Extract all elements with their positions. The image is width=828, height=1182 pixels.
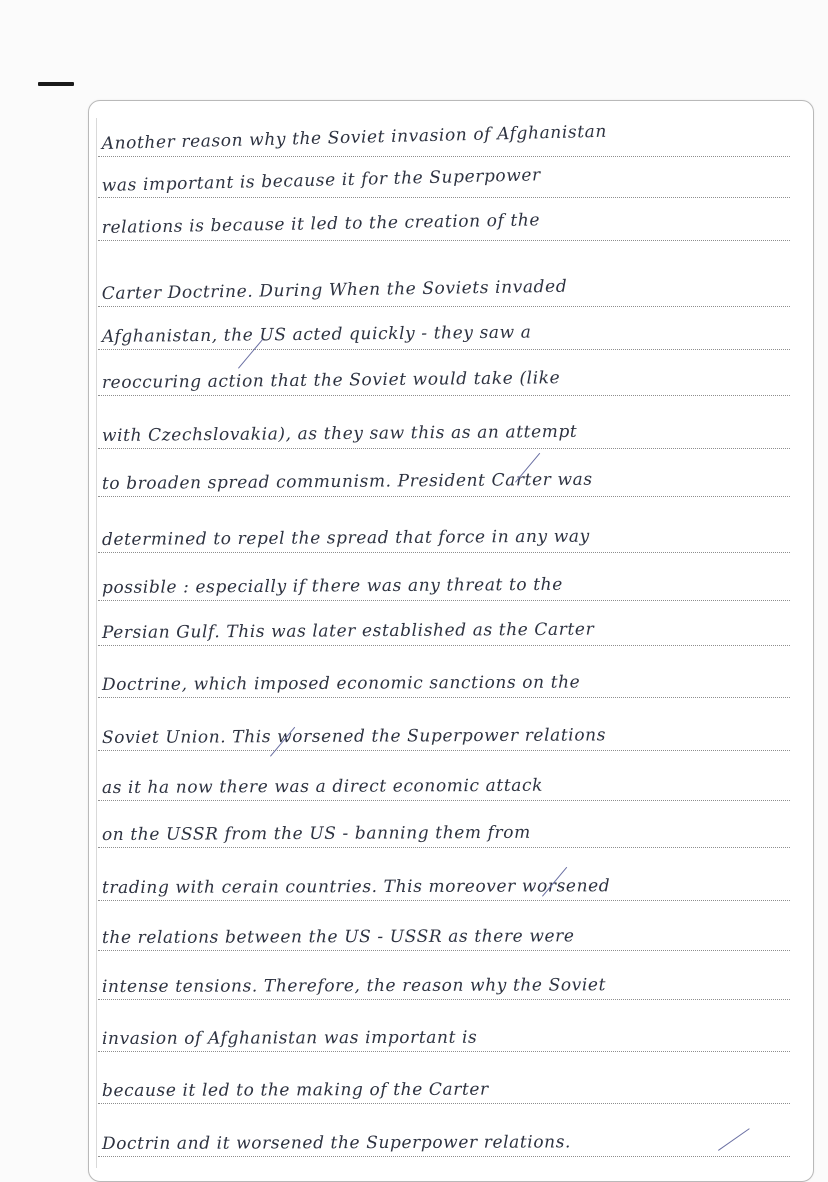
essay-line-6: reoccuring action that the Soviet would take (like xyxy=(101,368,561,393)
ruled-line xyxy=(98,240,790,241)
essay-line-8: to broaden spread communism. President Carter was xyxy=(101,469,593,494)
ruled-line xyxy=(98,552,790,553)
essay-line-10: possible : especially if there was any threat to the xyxy=(101,574,563,598)
ruled-line xyxy=(98,750,790,751)
ruled-line xyxy=(98,395,790,396)
essay-line-13: Soviet Union. This worsened the Superpower relations xyxy=(101,725,607,748)
essay-line-12: Doctrine, which imposed economic sanctions on the xyxy=(101,672,581,695)
essay-line-11: Persian Gulf. This was later established as the Carter xyxy=(101,619,595,643)
ruled-line xyxy=(98,697,790,698)
essay-line-18: intense tensions. Therefore, the reason why the Soviet xyxy=(101,975,607,997)
ruled-line xyxy=(98,600,790,601)
essay-line-14: as it ha now there was a direct economic attack xyxy=(101,775,544,798)
essay-line-16: trading with cerain countries. This moreover worsened xyxy=(101,876,611,898)
ruled-line xyxy=(98,645,790,646)
essay-line-2: was important is because it for the Superpower xyxy=(101,165,542,196)
essay-line-1: Another reason why the Soviet invasion of Afghanistan xyxy=(101,121,608,154)
ruled-line xyxy=(98,900,790,901)
essay-line-15: on the USSR from the US - banning them from xyxy=(101,822,531,845)
essay-line-4: Carter Doctrine. During When the Soviets invaded xyxy=(101,276,568,304)
essay-line-9: determined to repel the spread that force in any way xyxy=(101,526,590,550)
ruled-line xyxy=(98,448,790,449)
ruled-line xyxy=(98,950,790,951)
ruled-line xyxy=(98,306,790,307)
ruled-line xyxy=(98,800,790,801)
ruled-line xyxy=(98,847,790,848)
essay-line-20: because it led to the making of the Carter xyxy=(101,1079,489,1101)
ruled-line xyxy=(98,1103,790,1104)
corner-dash-mark xyxy=(38,82,74,86)
ruled-line xyxy=(98,1051,790,1052)
essay-line-3: relations is because it led to the creation of the xyxy=(101,210,541,238)
essay-line-7: with Czechslovakia), as they saw this as an attempt xyxy=(101,421,578,446)
ruled-line xyxy=(98,197,790,198)
ruled-line xyxy=(98,999,790,1000)
ruled-line xyxy=(98,1156,790,1157)
essay-line-19: invasion of Afghanistan was important is xyxy=(101,1027,478,1049)
ruled-line xyxy=(98,349,790,350)
essay-line-21: Doctrin and it worsened the Superpower relations. xyxy=(101,1132,572,1154)
paper-margin-line xyxy=(96,118,97,1168)
essay-line-17: the relations between the US - USSR as there were xyxy=(101,926,575,948)
ruled-line xyxy=(98,496,790,497)
ruled-line xyxy=(98,156,790,157)
essay-line-5: Afghanistan, the US acted quickly - they saw a xyxy=(101,322,532,347)
